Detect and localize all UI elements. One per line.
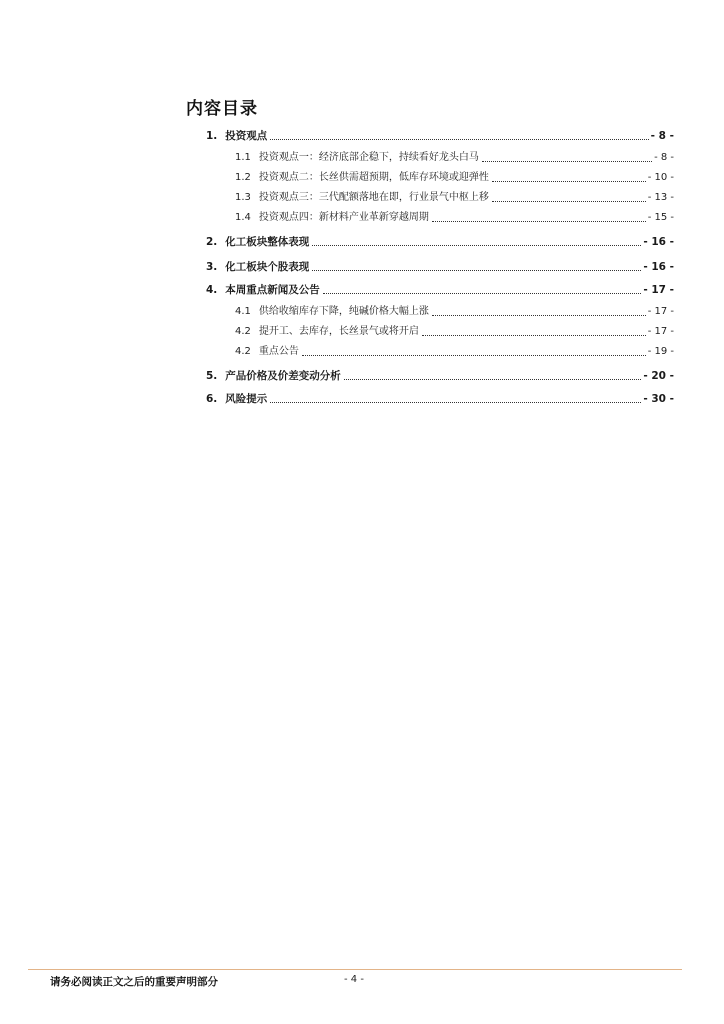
toc-entry-number: 1.1 bbox=[235, 152, 251, 163]
toc-dot-leader bbox=[492, 201, 646, 202]
toc-title: 内容目录 bbox=[186, 99, 258, 119]
toc-entry-page: - 17 - bbox=[647, 326, 674, 337]
toc-entry-1[interactable] bbox=[206, 128, 674, 144]
toc-entry-text: 投资观点二：长丝供需超预期，低库存环境或迎弹性 bbox=[258, 172, 489, 183]
toc-dot-leader bbox=[492, 181, 646, 182]
toc-entry-text: 投资观点一：经济底部企稳下，持续看好龙头白马 bbox=[258, 152, 479, 163]
toc-entry-number: 1.2 bbox=[235, 172, 251, 183]
toc-entry-number: 1. bbox=[206, 130, 218, 142]
toc-entry-text: 投资观点三：三代配额落地在即，行业景气中枢上移 bbox=[258, 192, 489, 203]
toc-dot-leader bbox=[422, 335, 646, 336]
toc-entry-number: 4. bbox=[206, 284, 218, 296]
toc-entry-number: 4.1 bbox=[235, 306, 251, 317]
footer-divider bbox=[28, 969, 682, 970]
toc-entry-4[interactable] bbox=[206, 282, 674, 298]
toc-dot-leader bbox=[344, 379, 642, 380]
toc-entry-number: 1.3 bbox=[235, 192, 251, 203]
toc-entry-text: 投资观点 bbox=[225, 130, 268, 142]
toc-entry-page: - 17 - bbox=[647, 306, 674, 317]
toc-entry-page: - 13 - bbox=[647, 192, 674, 203]
toc-entry-page: - 20 - bbox=[643, 370, 674, 382]
toc-entry-number: 4.2 bbox=[235, 346, 251, 357]
toc-entry-page: - 16 - bbox=[643, 236, 674, 248]
toc-entry-text: 供给收缩库存下降，纯碱价格大幅上涨 bbox=[258, 306, 429, 317]
toc-entry-text: 重点公告 bbox=[258, 346, 299, 357]
toc-entry-page: - 15 - bbox=[647, 212, 674, 223]
toc-entry-1-4[interactable] bbox=[235, 210, 674, 226]
toc-entry-text: 产品价格及价差变动分析 bbox=[225, 370, 341, 382]
toc-dot-leader bbox=[270, 139, 648, 140]
toc-entry-page: - 30 - bbox=[643, 393, 674, 405]
toc-dot-leader bbox=[432, 315, 646, 316]
toc-entry-number: 5. bbox=[206, 370, 218, 382]
toc-dot-leader bbox=[482, 161, 652, 162]
toc-dot-leader bbox=[270, 402, 641, 403]
toc-entry-number: 3. bbox=[206, 261, 218, 273]
toc-dot-leader bbox=[302, 355, 646, 356]
toc-entry-text: 提开工、去库存，长丝景气或将开启 bbox=[258, 326, 419, 337]
footer-disclaimer: 请务必阅读正文之后的重要声明部分 bbox=[50, 976, 218, 988]
toc-entry-5[interactable] bbox=[206, 368, 674, 384]
toc-dot-leader bbox=[432, 221, 646, 222]
toc-entry-2[interactable] bbox=[206, 234, 674, 250]
toc-entry-3[interactable] bbox=[206, 259, 674, 275]
toc-entry-text: 风险提示 bbox=[225, 393, 268, 405]
toc-entry-number: 2. bbox=[206, 236, 218, 248]
toc-entry-1-3[interactable] bbox=[235, 190, 674, 206]
toc-entry-text: 投资观点四：新材料产业革新穿越周期 bbox=[258, 212, 429, 223]
toc-dot-leader bbox=[312, 245, 641, 246]
toc-entry-text: 化工板块整体表现 bbox=[225, 236, 310, 248]
toc-entry-page: - 8 - bbox=[650, 130, 674, 142]
toc-entry-number: 4.2 bbox=[235, 326, 251, 337]
toc-entry-text: 本周重点新闻及公告 bbox=[225, 284, 320, 296]
toc-entry-text: 化工板块个股表现 bbox=[225, 261, 310, 273]
toc-entry-page: - 19 - bbox=[647, 346, 674, 357]
footer-page-number: - 4 - bbox=[344, 974, 364, 985]
toc-dot-leader bbox=[312, 270, 641, 271]
toc-entry-4-2b[interactable] bbox=[235, 344, 674, 360]
toc-entry-page: - 10 - bbox=[647, 172, 674, 183]
toc-entry-4-2a[interactable] bbox=[235, 324, 674, 340]
toc-entry-4-1[interactable] bbox=[235, 304, 674, 320]
toc-entry-1-1[interactable] bbox=[235, 150, 674, 166]
toc-entry-number: 1.4 bbox=[235, 212, 251, 223]
toc-entry-page: - 17 - bbox=[643, 284, 674, 296]
toc-entry-page: - 8 - bbox=[654, 152, 674, 163]
toc-dot-leader bbox=[323, 293, 642, 294]
toc-entry-1-2[interactable] bbox=[235, 170, 674, 186]
toc-entry-6[interactable] bbox=[206, 391, 674, 407]
toc-entry-page: - 16 - bbox=[643, 261, 674, 273]
toc-entry-number: 6. bbox=[206, 393, 218, 405]
